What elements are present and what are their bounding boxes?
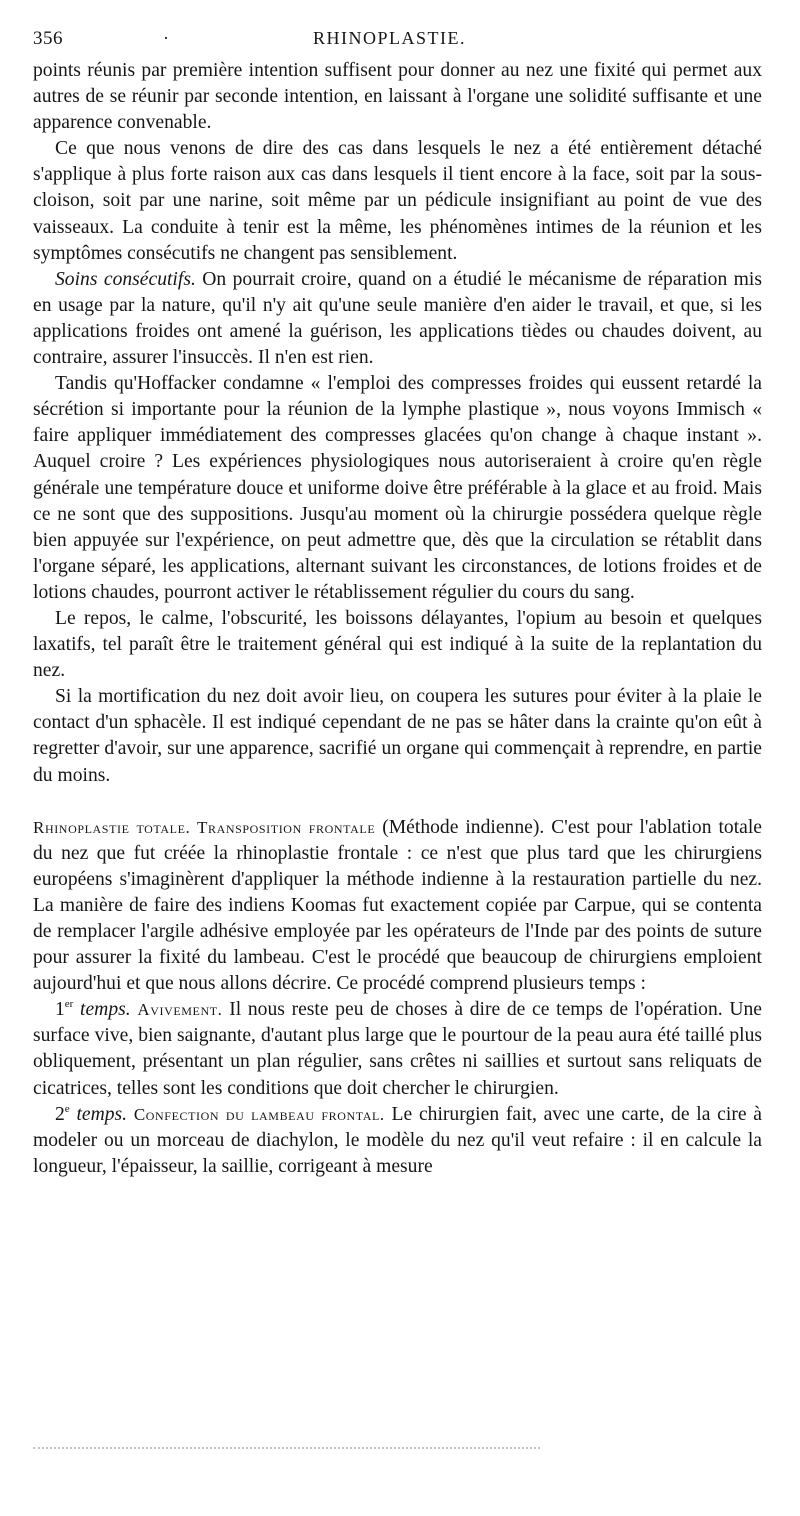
paragraph-text: points réunis par première intention suffisent pour donner au nez une fixité qui permet aux autres de se réunir par seconde intention, en laissant à l'organe une solidité suffisante et une apparence convenable. xyxy=(33,60,762,134)
step-ordinal: e xyxy=(64,1102,70,1115)
section-heading: Rhinoplastie totale. Transposition frontale xyxy=(33,817,376,837)
step-number: 2 xyxy=(55,1103,65,1125)
paragraph xyxy=(33,371,762,606)
body-text xyxy=(33,58,762,1180)
paragraph-text: Le repos, le calme, l'obscurité, les boissons délayantes, l'opium au besoin et quelques laxatifs, tel paraît être le traitement général qui est indiqué à la suite de la replantation du nez. xyxy=(33,607,762,682)
step-paragraph xyxy=(33,1102,762,1180)
step-text: Il nous reste peu de choses à dire de ce temps de l'opération. Une surface vive, bien saignante, d'autant plus large que le pourtour de la peau aura été taillé plus obliquement, présentant un plan régulier, sans crêtes ni saillies et surtout sans reliquats de cicatrices, telles sont les conditions que doit chercher le chirurgien. xyxy=(33,999,762,1099)
paragraph xyxy=(33,606,762,684)
step-heading: Confection du lambeau frontal. xyxy=(133,1104,385,1124)
page-number: 356 xyxy=(33,28,63,49)
step-heading: Avivement. xyxy=(137,1000,223,1020)
paragraph-text: On pourrait croire, quand on a étudié le mécanisme de réparation mis en usage par la nature, qu'il n'y ait qu'une seule manière d'en aider le travail, et que, si les applications froides ont amené la guérison, les applications tièdes ou chaudes doivent, au contraire, assurer l'insuccès. Il n'en est rien. xyxy=(33,268,762,369)
header-dot: · xyxy=(163,28,170,48)
paragraph xyxy=(33,267,762,371)
step-text: Le chirurgien fait, avec une carte, de la cire à modeler ou un morceau de diachylon, le modèle du nez qu'il veut refaire : il en calcule la longueur, l'épaisseur, la saillie, corrigeant à mesure xyxy=(33,1103,762,1177)
paragraph xyxy=(33,58,762,136)
paragraph xyxy=(33,136,762,266)
step-label: temps. xyxy=(69,1103,128,1125)
section-text: (Méthode indienne). C'est pour l'ablation totale du nez que fut créée la rhinoplastie frontale : ce n'est que plus tard que les chirurgiens européens s'imaginèrent d'appliquer la méthode indienne à la restauration partielle du nez. La manière de faire des indiens Koomas fut exactement copiée par Carpue, qui se contenta de remplacer l'argile adhésive employée par les opérateurs de l'Inde par des points de suture pour assurer la fixité du lambeau. C'est le procédé que beaucoup de chirurgiens emploient aujourd'hui et que nous allons décrire. Ce procédé comprend plusieurs temps : xyxy=(33,816,762,995)
running-title: RHINOPLASTIE. xyxy=(313,28,466,48)
running-head xyxy=(33,28,762,58)
paragraph-lead: Soins consécutifs. xyxy=(55,268,196,290)
paragraph-text: Ce que nous venons de dire des cas dans lesquels le nez a été entièrement détaché s'applique à plus forte raison aux cas dans lesquels il tient encore à la face, soit par la sous-cloison, soit par une narine, soit même par un pédicule insignifiant au point de vue des vaisseaux. La conduite à tenir est la même, les phénomènes intimes de la réunion et les symptômes consécutifs ne changent pas sensiblement. xyxy=(33,138,762,264)
step-paragraph xyxy=(33,997,762,1101)
section-paragraph xyxy=(33,815,762,998)
paragraph-text: Si la mortification du nez doit avoir lieu, on coupera les sutures pour éviter à la plaie le contact d'un sphacèle. Il est indiqué cependant de ne pas se hâter dans la crainte qu'on eût à regretter d'avoir, sur une apparence, sacrifié un organe qui commençait à reprendre, en partie du moins. xyxy=(33,686,762,786)
section-gap xyxy=(33,789,762,815)
paragraph-text: Tandis qu'Hoffacker condamne « l'emploi des compresses froides qui eussent retardé la sécrétion si importante pour la réunion de la lymphe plastique », nous voyons Immisch « faire appliquer immédiatement des compresses glacées qu'on change à chaque instant ». Auquel croire ? Les expériences physiologiques nous autoriseraient à croire qu'en règle générale une température douce et uniforme doive être préférable à la glace et au froid. Mais ce ne sont que des suppositions. Jusqu'au moment où la chirurgie possédera quelque règle bien appuyée sur l'expérience, on peut admettre que, dès que la circulation se rétablit dans l'organe séparé, les applications, alternant suivant les circonstances, de lotions froides et de lotions chaudes, pourront activer le rétablissement régulier du cours du sang. xyxy=(33,373,762,603)
step-ordinal: er xyxy=(64,998,74,1011)
step-number: 1 xyxy=(55,999,65,1021)
paragraph xyxy=(33,684,762,788)
step-label: temps. xyxy=(73,999,131,1021)
footer-rule xyxy=(33,1447,540,1449)
